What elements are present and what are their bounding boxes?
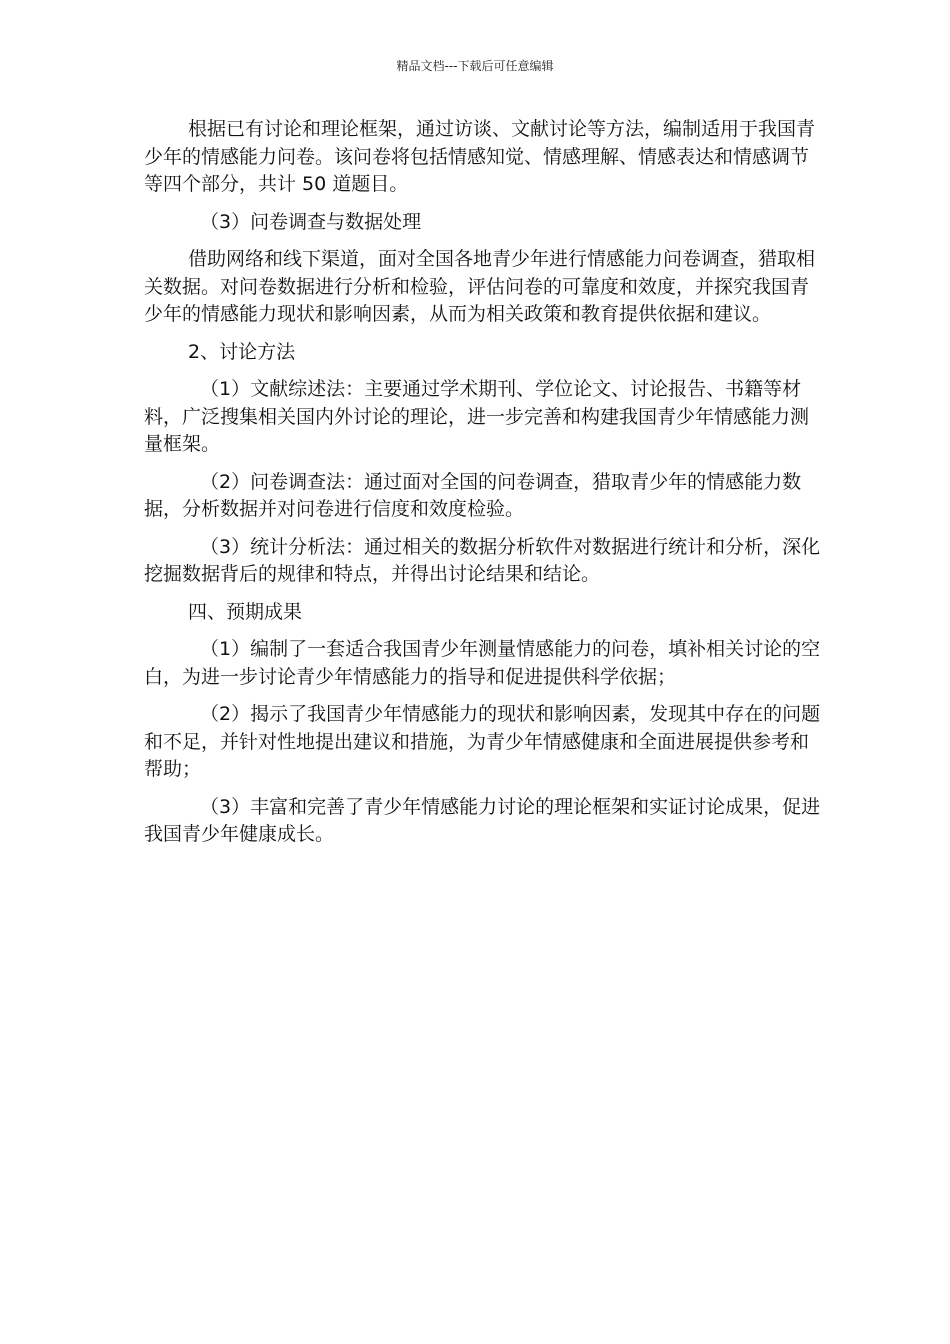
paragraph-statistical-method: （3）统计分析法：通过相关的数据分析软件对数据进行统计和分析，深化挖掘数据背后的规律和特点，并得出讨论结果和结论。 — [144, 535, 821, 585]
paragraph-questionnaire-method: （2）问卷调查法：通过面对全国的问卷调查，猎取青少年的情感能力数据，分析数据并对问卷进行信度和效度检验。 — [144, 470, 802, 520]
subheading-survey-data-processing: （3）问卷调查与数据处理 — [200, 210, 422, 233]
heading-expected-results: 四、预期成果 — [188, 600, 303, 623]
paragraph-result-2: （2）揭示了我国青少年情感能力的现状和影响因素，发现其中存在的问题和不足，并针对性地提出建议和措施，为青少年情感健康和全面进展提供参考和帮助； — [144, 703, 821, 780]
paragraph-literature-review-method: （1）文献综述法：主要通过学术期刊、学位论文、讨论报告、书籍等材料，广泛搜集相关国内外讨论的理论，进一步完善和构建我国青少年情感能力测量框架。 — [144, 378, 810, 455]
heading-research-methods: 2、讨论方法 — [188, 340, 296, 363]
paragraph-questionnaire-design: 根据已有讨论和理论框架，通过访谈、文献讨论等方法，编制适用于我国青少年的情感能力问卷。该问卷将包括情感知觉、情感理解、情感表达和情感调节等四个部分，共计 50 道题目。 — [144, 118, 816, 195]
paragraph-result-3: （3）丰富和完善了青少年情感能力讨论的理论框架和实证讨论成果，促进我国青少年健康成长。 — [144, 795, 821, 845]
document-body — [144, 116, 824, 859]
paragraph-result-1: （1）编制了一套适合我国青少年测量情感能力的问卷，填补相关讨论的空白，为进一步讨论青少年情感能力的指导和促进提供科学依据； — [144, 638, 821, 688]
page-header: 精品文档---下载后可任意编辑 — [396, 59, 554, 73]
paragraph-survey-description: 借助网络和线下渠道，面对全国各地青少年进行情感能力问卷调查，猎取相关数据。对问卷数据进行分析和检验，评估问卷的可靠度和效度，并探究我国青少年的情感能力现状和影响因素，从而为相关政策和教育提供依据和建议。 — [144, 248, 816, 325]
